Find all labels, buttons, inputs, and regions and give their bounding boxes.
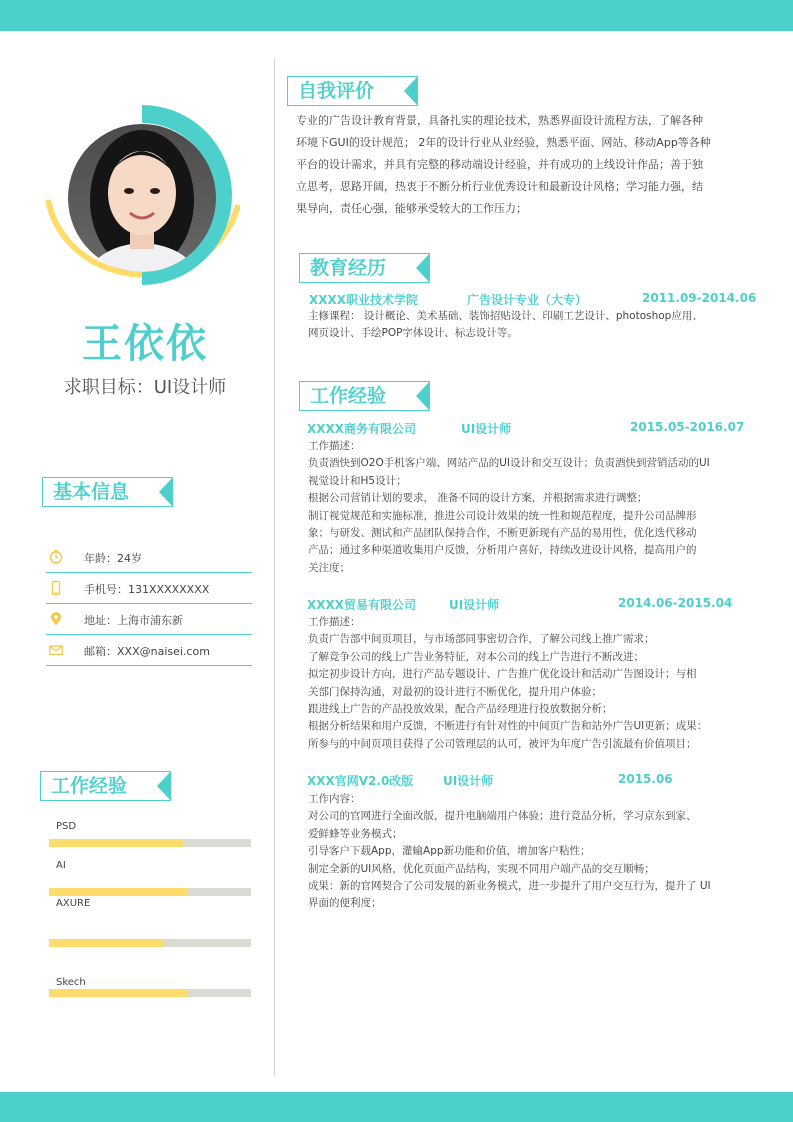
- job-line: 视觉设计和H5设计；: [308, 474, 407, 487]
- skill-bar-fill: [49, 989, 188, 997]
- skill-label: AI: [56, 860, 66, 871]
- tag-triangle-icon: [404, 76, 418, 106]
- job-line: 了解竞争公司的线上广告业务特征，对本公司的线上广告进行不断改进；: [308, 650, 644, 663]
- job-line: 工作内容：: [308, 793, 361, 805]
- education-title: 教育经历: [310, 257, 387, 279]
- job-line: 引导客户下载App，灌输App新功能和价值，增加客户粘性；: [308, 845, 591, 858]
- job-objective: 求职目标：UI设计师: [63, 377, 227, 398]
- phone-icon: [49, 581, 63, 595]
- bottom-banner: [0, 1092, 793, 1122]
- info-email: 邮箱：XXX@naisei.com: [84, 645, 210, 658]
- job-company: XXXX贸易有限公司: [307, 598, 417, 612]
- job-line: 负责酒快到O2O手机客户端、网站产品的UI设计和交互设计；负责酒快到营销活动的UI: [308, 457, 710, 470]
- self-eval-line: 果导向，责任心强，能够承受较大的工作压力；: [296, 202, 527, 215]
- skills-heading: [40, 771, 171, 801]
- profile-photo-frame: [40, 105, 240, 295]
- job-line: 工作描述：: [308, 616, 361, 628]
- education-line: 主修课程： 设计概论、美术基础、装饰招贴设计、印刷工艺设计、photoshop应用、: [308, 310, 703, 322]
- envelope-icon: [49, 643, 63, 657]
- info-row-phone: [46, 573, 252, 604]
- job-line: 所参与的中间页项目获得了公司管理层的认可，被评为年度广告引流最有价值项目；: [308, 737, 697, 750]
- top-banner: [0, 0, 793, 31]
- self-eval-line: 立思考，思路开阔，热衷于不断分析行业优秀设计和最新设计风格；学习能力强，结: [296, 180, 703, 193]
- candidate-name: 王依依: [82, 321, 208, 367]
- job-role: UI设计师: [449, 598, 500, 612]
- job-line: 负责广告部中间页项目，与市场部同事密切合作，了解公司线上推广需求；: [308, 633, 655, 646]
- education-heading: [299, 253, 430, 283]
- job-line: 产品；通过多种渠道收集用户反馈，分析用户喜好，持续改进设计风格，提高用户的: [308, 544, 697, 557]
- skill-label: AXURE: [56, 898, 91, 909]
- photo-ring-decoration: [40, 105, 240, 295]
- self-eval-text: [296, 110, 756, 220]
- self-eval-line: 平台的设计需求，并具有完整的移动端设计经验，并有成功的上线设计作品；善于独: [296, 158, 703, 171]
- skill-label: Skech: [56, 977, 86, 988]
- job-line: 成果：新的官网契合了公司发展的新业务模式，进一步提升了用户交互行为，提升了 UI: [308, 880, 711, 893]
- tag-triangle-icon: [159, 477, 173, 507]
- info-row-email: [46, 635, 252, 666]
- self-eval-line: 专业的广告设计教育背景，具备扎实的理论技术，熟悉界面设计流程方法，了解各种: [296, 114, 703, 127]
- job-company: XXX官网V2.0改版: [307, 774, 414, 788]
- job-line: 工作描述：: [308, 440, 361, 452]
- job-line: 根据公司营销计划的要求， 准备不同的设计方案，并根据需求进行调整；: [308, 492, 648, 505]
- skill-bar-ai: [49, 888, 251, 896]
- basic-info-title: 基本信息: [53, 481, 130, 503]
- job-description: [308, 614, 707, 753]
- column-divider: [274, 58, 275, 1076]
- info-row-age: [46, 542, 252, 573]
- job-line: 对公司的官网进行全面改版，提升电脑端用户体验；进行竞品分析，学习京东到家、: [308, 810, 697, 823]
- skill-bar-fill: [49, 888, 188, 896]
- job-line: 制订视觉规范和实施标准，推进公司设计效果的统一性和规范程度，提升公司品牌形: [308, 509, 697, 522]
- info-age: 年龄：24岁: [84, 552, 142, 565]
- job-line: 爱鲜蜂等业务模式；: [308, 827, 403, 840]
- work-heading: [299, 381, 430, 411]
- job-period: 2014.06-2015.04: [618, 596, 733, 610]
- job-line: 制定全新的UI风格，优化页面产品结构，实现不同用户端产品的交互顺畅；: [308, 862, 655, 875]
- education-details: [308, 308, 703, 343]
- skill-bar-psd: [49, 839, 251, 847]
- skill-bar-fill: [49, 839, 184, 847]
- job-line: 根据分析结果和用户反馈，不断进行有针对性的中间页广告和站外广告UI更新；成果：: [308, 720, 708, 733]
- info-row-address: [46, 604, 252, 635]
- self-eval-heading: [287, 76, 418, 106]
- work-title: 工作经验: [310, 385, 387, 407]
- education-school: XXXX职业技术学院: [309, 293, 419, 307]
- clock-icon: [49, 550, 63, 564]
- job-line: 跟进线上广告的产品投放效果，配合产品经理进行投放数据分析；: [308, 703, 613, 716]
- job-line: 拟定初步设计方向，进行产品专题设计、广告推广优化设计和活动广告图设计；与相: [308, 668, 697, 681]
- education-line: 网页设计、手绘POP字体设计、标志设计等。: [308, 327, 518, 340]
- self-eval-line: 环境下GUI的设计规范； 2年的设计行业从业经验，熟悉平面、网站、移动App等各种: [296, 136, 711, 149]
- job-line: 关注度；: [308, 561, 350, 574]
- tag-triangle-icon: [157, 771, 171, 801]
- self-eval-title: 自我评价: [298, 80, 375, 102]
- tag-triangle-icon: [416, 381, 430, 411]
- job-line: 关部门保持沟通，对最初的设计进行不断优化，提升用户体验；: [308, 685, 602, 698]
- skill-bar-axure: [49, 939, 251, 947]
- job-period: 2015.06: [618, 772, 673, 786]
- job-period: 2015.05-2016.07: [630, 420, 745, 434]
- tag-triangle-icon: [416, 253, 430, 283]
- skills-title: 工作经验: [51, 775, 128, 797]
- job-description: [308, 791, 711, 913]
- location-pin-icon: [49, 612, 63, 626]
- job-role: UI设计师: [443, 774, 494, 788]
- info-phone: 手机号：131XXXXXXXX: [84, 583, 210, 596]
- basic-info-heading: [42, 477, 173, 507]
- info-address: 地址：上海市浦东新: [84, 614, 183, 627]
- skill-label: PSD: [56, 821, 77, 832]
- education-major: 广告设计专业（大专）: [467, 293, 588, 307]
- job-role: UI设计师: [461, 422, 512, 436]
- skill-bar-skech: [49, 989, 251, 997]
- job-line: 象；与研发、测试和产品团队保持合作，不断更新现有产品的易用性，优化迭代移动: [308, 527, 697, 540]
- skill-bar-fill: [49, 939, 164, 947]
- job-company: XXXX商务有限公司: [307, 422, 417, 436]
- job-description: [308, 438, 710, 577]
- education-period: 2011.09-2014.06: [642, 291, 757, 305]
- job-line: 界面的便利度；: [308, 897, 382, 910]
